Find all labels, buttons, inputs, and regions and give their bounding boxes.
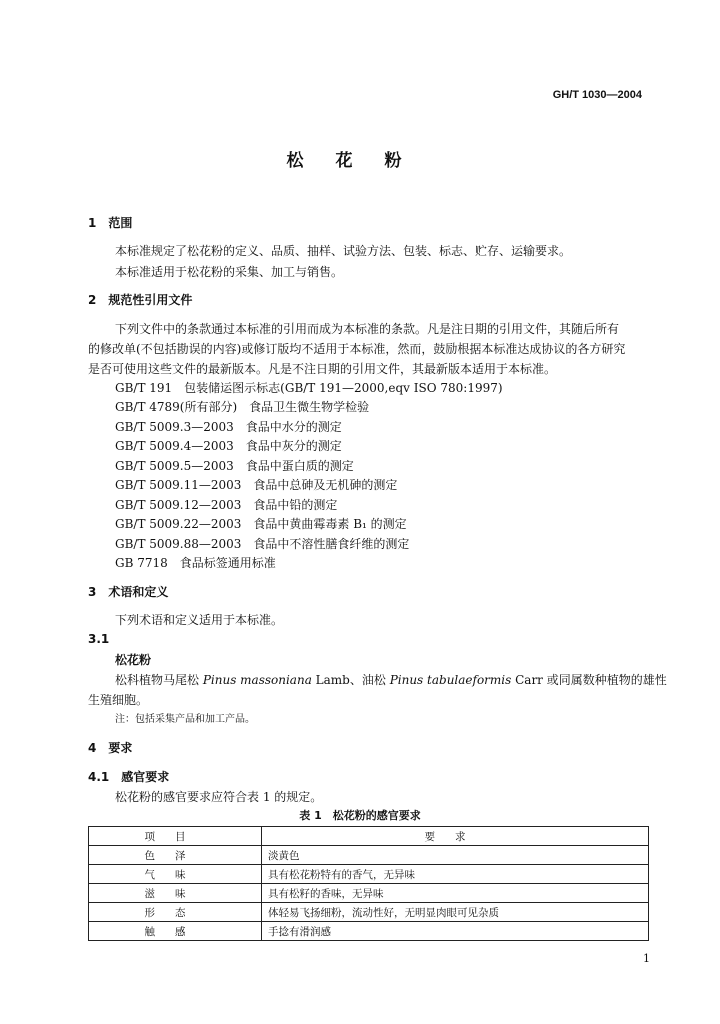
definition-text: 松科植物马尾松 (115, 673, 203, 687)
section-3-heading: 3 术语和定义 (88, 585, 169, 599)
table-cell: 体轻易飞扬细粉，流动性好，无明显肉眼可见杂质 (262, 903, 649, 922)
reference-item: GB/T 5009.5—2003 食品中蛋白质的测定 (115, 459, 354, 473)
reference-item: GB/T 5009.12—2003 食品中铅的测定 (115, 498, 338, 512)
species-name: Pinus tabulaeformis (389, 673, 512, 687)
reference-item: GB/T 5009.22—2003 食品中黄曲霉毒素 B₁ 的测定 (115, 517, 407, 531)
note: 注：包括采集产品和加工产品。 (115, 714, 255, 725)
table-cell: 气味 (89, 865, 262, 884)
table-caption: 表 1 松花粉的感官要求 (299, 809, 421, 822)
section-2-paragraph: 下列文件中的条款通过本标准的引用而成为本标准的条款。凡是注日期的引用文件，其随后所有 (115, 322, 620, 336)
column-header: 项目 (89, 827, 262, 846)
table-cell: 淡黄色 (262, 846, 649, 865)
section-1-paragraph: 本标准规定了松花粉的定义、品质、抽样、试验方法、包装、标志、贮存、运输要求。 (115, 244, 572, 258)
species-name: Pinus massoniana (202, 673, 312, 687)
term-definition: 生殖细胞。 (88, 693, 149, 707)
table-cell: 触感 (89, 922, 262, 941)
table-cell: 具有松籽的香味，无异味 (262, 884, 649, 903)
table-row (89, 884, 649, 903)
clause-number: 3.1 (88, 632, 110, 646)
table-cell: 具有松花粉特有的香气，无异味 (262, 865, 649, 884)
reference-item: GB 7718 食品标签通用标准 (115, 556, 276, 570)
reference-item: GB/T 5009.11—2003 食品中总砷及无机砷的测定 (115, 478, 398, 492)
table-header-row (89, 827, 649, 846)
section-2-paragraph: 的修改单(不包括勘误的内容)或修订版均不适用于本标准，然而，鼓励根据本标准达成协议的各方研究 (88, 342, 626, 356)
page-title: 松花粉 (286, 151, 434, 171)
section-3-paragraph: 下列术语和定义适用于本标准。 (115, 613, 284, 627)
page-number: 1 (643, 952, 650, 965)
table-row (89, 865, 649, 884)
reference-item: GB/T 4789(所有部分) 食品卫生微生物学检验 (115, 400, 370, 414)
section-4-heading: 4 要求 (88, 741, 133, 755)
reference-item: GB/T 5009.88—2003 食品中不溶性膳食纤维的测定 (115, 537, 410, 551)
section-1-paragraph: 本标准适用于松花粉的采集、加工与销售。 (115, 265, 344, 279)
table-row (89, 846, 649, 865)
term-definition (115, 673, 667, 687)
section-2-paragraph: 是否可使用这些文件的最新版本。凡是不注日期的引用文件，其最新版本适用于本标准。 (88, 362, 557, 376)
section-4-paragraph: 松花粉的感官要求应符合表 1 的规定。 (115, 790, 323, 804)
sensory-requirements-table (88, 826, 649, 941)
reference-item: GB/T 5009.3—2003 食品中水分的测定 (115, 420, 342, 434)
column-header: 要求 (262, 827, 649, 846)
reference-item: GB/T 5009.4—2003 食品中灰分的测定 (115, 439, 342, 453)
section-4-1-heading: 4.1 感官要求 (88, 770, 170, 784)
table-row (89, 922, 649, 941)
table-cell: 手捻有滑润感 (262, 922, 649, 941)
section-1-heading: 1 范围 (88, 216, 133, 230)
definition-text: Carr 或同属数种植物的雄性 (511, 673, 667, 687)
table-cell: 色泽 (89, 846, 262, 865)
table-cell: 滋味 (89, 884, 262, 903)
table-row (89, 903, 649, 922)
definition-text: Lamb、油松 (311, 673, 390, 687)
table-cell: 形态 (89, 903, 262, 922)
standard-code: GH/T 1030—2004 (552, 89, 642, 101)
reference-item: GB/T 191 包装储运图示标志(GB/T 191—2000,eqv ISO 780:1997) (115, 381, 503, 395)
term: 松花粉 (115, 653, 152, 667)
section-2-heading: 2 规范性引用文件 (88, 293, 193, 307)
